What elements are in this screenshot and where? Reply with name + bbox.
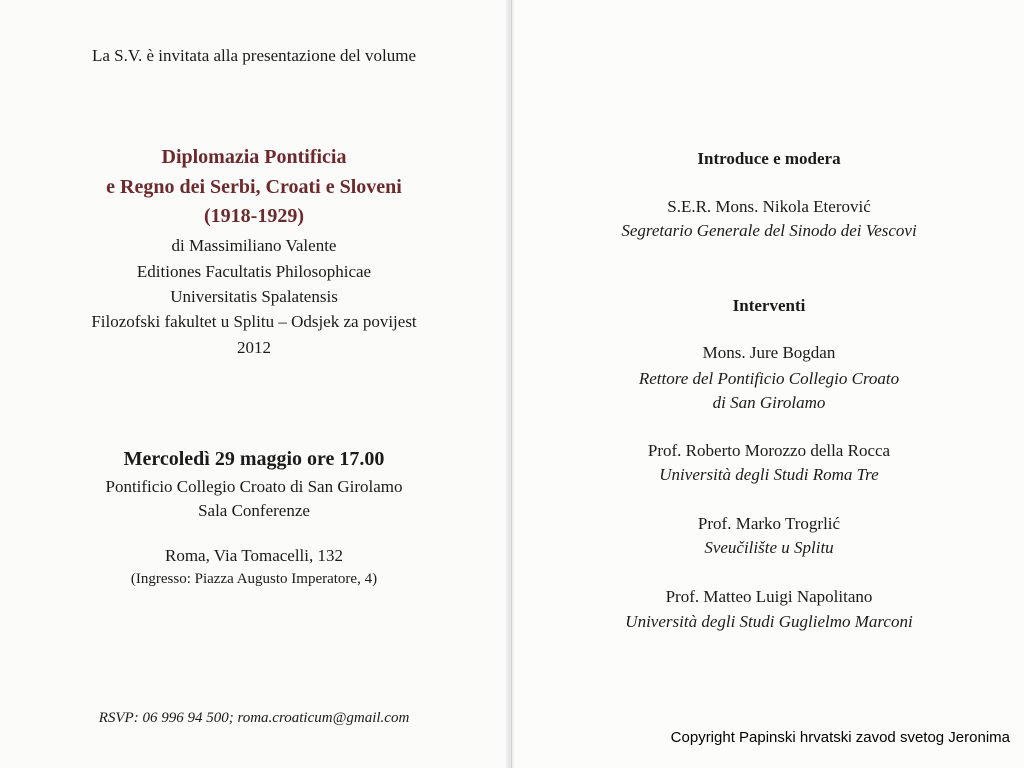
speaker-name: Mons. Jure Bogdan xyxy=(702,343,836,362)
publisher-line-1: Editiones Facultatis Philosophicae xyxy=(136,262,372,281)
speaker-role: Università degli Studi Roma Tre xyxy=(659,465,879,484)
venue-room: Sala Conferenze xyxy=(198,501,310,520)
book-title-line-2: e Regno dei Serbi, Croati e Sloveni xyxy=(106,176,402,198)
rsvp-contact: RSVP: 06 996 94 500; roma.croaticum@gmail.com xyxy=(98,710,410,726)
speakers-heading: Interventi xyxy=(732,296,806,315)
moderator-name: S.E.R. Mons. Nikola Eterović xyxy=(667,197,871,216)
publisher-line-3: Filozofski fakultet u Splitu – Odsjek za povijest xyxy=(91,312,417,331)
speaker-name: Prof. Roberto Morozzo della Rocca xyxy=(647,441,891,460)
venue-address: Roma, Via Tomacelli, 132 xyxy=(165,546,343,565)
speaker-name: Prof. Marko Trogrlić xyxy=(697,514,841,533)
moderator-role: Segretario Generale del Sinodo dei Vescovi xyxy=(621,221,917,240)
publication-year: 2012 xyxy=(237,338,271,357)
invitation-intro: La S.V. è invitata alla presentazione del volume xyxy=(92,46,416,65)
venue-entrance: (Ingresso: Piazza Augusto Imperatore, 4) xyxy=(130,571,378,587)
event-date: Mercoledì 29 maggio ore 17.00 xyxy=(123,448,385,470)
book-author: di Massimiliano Valente xyxy=(171,236,337,255)
moderator-heading: Introduce e modera xyxy=(697,149,841,168)
publisher-line-2: Universitatis Spalatensis xyxy=(170,287,338,306)
fold-crease xyxy=(511,0,512,768)
speaker-role: Sveučilište u Splitu xyxy=(704,538,834,557)
invitation-right-page xyxy=(514,0,1024,768)
book-title-line-1: Diplomazia Pontificia xyxy=(161,146,347,168)
invitation-left-page xyxy=(0,0,508,768)
speaker-name: Prof. Matteo Luigi Napolitano xyxy=(665,587,873,606)
speaker-role: Università degli Studi Guglielmo Marconi xyxy=(625,612,913,631)
venue-name: Pontificio Collegio Croato di San Girolamo xyxy=(105,477,403,496)
book-title-years: (1918-1929) xyxy=(204,205,304,227)
copyright-notice: Copyright Papinski hrvatski zavod svetog Jeronima xyxy=(670,729,1010,746)
speaker-role: Rettore del Pontificio Collegio Croato xyxy=(638,369,900,388)
speaker-role: di San Girolamo xyxy=(712,393,826,412)
